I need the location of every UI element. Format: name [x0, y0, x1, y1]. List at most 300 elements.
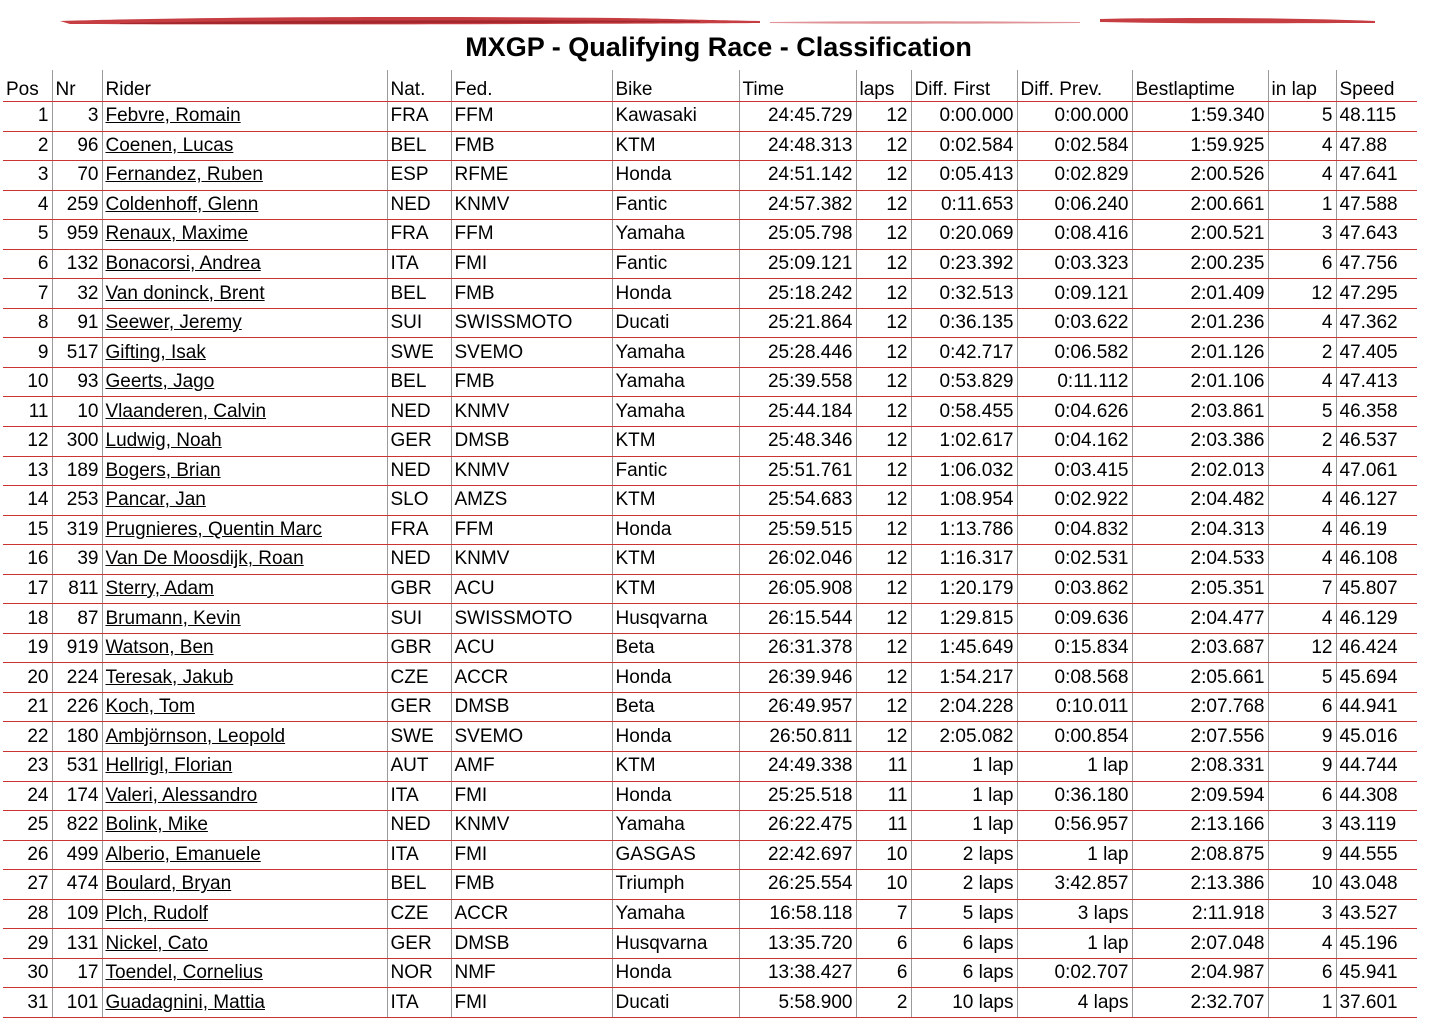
cell-laps: 10 — [856, 840, 911, 870]
cell-bike: Honda — [612, 781, 739, 811]
cell-diff-first: 1:54.217 — [911, 663, 1017, 693]
cell-diff-prev: 0:00.000 — [1017, 102, 1132, 132]
cell-time: 24:45.729 — [739, 102, 856, 132]
cell-laps: 12 — [856, 308, 911, 338]
cell-in-lap: 12 — [1268, 633, 1336, 663]
cell-in-lap: 1 — [1268, 190, 1336, 220]
cell-diff-first: 1:06.032 — [911, 456, 1017, 486]
cell-nr: 253 — [52, 486, 102, 516]
column-header-diff-prev: Diff. Prev. — [1017, 70, 1132, 102]
cell-rider — [102, 397, 387, 427]
cell-fed: FFM — [451, 102, 612, 132]
cell-diff-prev: 0:10.011 — [1017, 692, 1132, 722]
cell-diff-first: 2:04.228 — [911, 692, 1017, 722]
table-row — [3, 161, 1417, 191]
cell-nr: 10 — [52, 397, 102, 427]
cell-time: 26:39.946 — [739, 663, 856, 693]
cell-bestlaptime: 2:13.166 — [1132, 811, 1268, 841]
cell-diff-prev: 1 lap — [1017, 929, 1132, 959]
cell-nr: 919 — [52, 633, 102, 663]
cell-time: 25:39.558 — [739, 367, 856, 397]
cell-diff-first: 1:20.179 — [911, 574, 1017, 604]
cell-diff-prev: 0:04.832 — [1017, 515, 1132, 545]
cell-time: 25:48.346 — [739, 427, 856, 457]
cell-speed: 45.016 — [1336, 722, 1417, 752]
cell-pos: 18 — [3, 604, 52, 634]
table-row — [3, 574, 1417, 604]
cell-fed: FMB — [451, 367, 612, 397]
cell-pos: 3 — [3, 161, 52, 191]
rider-link[interactable]: Valeri, Alessandro — [105, 784, 258, 806]
cell-bike: Fantic — [612, 456, 739, 486]
cell-fed: KNMV — [451, 811, 612, 841]
cell-nat: NOR — [387, 958, 451, 988]
cell-diff-prev: 0:09.121 — [1017, 279, 1132, 309]
cell-nat: GER — [387, 692, 451, 722]
cell-rider — [102, 574, 387, 604]
cell-in-lap: 4 — [1268, 929, 1336, 959]
cell-in-lap: 7 — [1268, 574, 1336, 604]
cell-pos: 28 — [3, 899, 52, 929]
cell-laps: 11 — [856, 752, 911, 782]
cell-nr: 93 — [52, 367, 102, 397]
cell-bestlaptime: 2:32.707 — [1132, 988, 1268, 1018]
cell-nat: BEL — [387, 367, 451, 397]
table-row — [3, 545, 1417, 575]
cell-speed: 44.555 — [1336, 840, 1417, 870]
cell-fed: FFM — [451, 515, 612, 545]
cell-in-lap: 1 — [1268, 988, 1336, 1018]
cell-in-lap: 3 — [1268, 220, 1336, 250]
cell-time: 24:57.382 — [739, 190, 856, 220]
cell-in-lap: 4 — [1268, 545, 1336, 575]
cell-fed: ACCR — [451, 899, 612, 929]
cell-time: 25:05.798 — [739, 220, 856, 250]
cell-rider — [102, 190, 387, 220]
cell-fed: KNMV — [451, 456, 612, 486]
rider-link[interactable]: Coldenhoff, Glenn — [105, 193, 259, 215]
page-title: MXGP - Qualifying Race - Classification — [465, 32, 972, 62]
table-body — [3, 102, 1417, 1018]
cell-bike: Ducati — [612, 988, 739, 1018]
cell-bestlaptime: 2:00.661 — [1132, 190, 1268, 220]
cell-speed: 47.061 — [1336, 456, 1417, 486]
cell-nat: GBR — [387, 574, 451, 604]
cell-diff-first: 0:20.069 — [911, 220, 1017, 250]
table-row — [3, 486, 1417, 516]
cell-time: 25:54.683 — [739, 486, 856, 516]
cell-nat: BEL — [387, 279, 451, 309]
cell-fed: FMB — [451, 131, 612, 161]
cell-pos: 19 — [3, 633, 52, 663]
cell-rider — [102, 663, 387, 693]
cell-diff-prev: 0:06.582 — [1017, 338, 1132, 368]
cell-bike: Husqvarna — [612, 929, 739, 959]
cell-fed: FMB — [451, 279, 612, 309]
table-row — [3, 456, 1417, 486]
cell-diff-first: 0:58.455 — [911, 397, 1017, 427]
cell-nr: 822 — [52, 811, 102, 841]
cell-speed: 46.537 — [1336, 427, 1417, 457]
rider-link[interactable]: Ludwig, Noah — [105, 430, 222, 452]
cell-diff-prev: 0:08.568 — [1017, 663, 1132, 693]
cell-diff-prev: 1 lap — [1017, 840, 1132, 870]
cell-in-lap: 4 — [1268, 456, 1336, 486]
rider-link[interactable]: Bolink, Mike — [105, 814, 208, 836]
cell-nr: 259 — [52, 190, 102, 220]
cell-laps: 12 — [856, 515, 911, 545]
cell-diff-prev: 0:15.834 — [1017, 633, 1132, 663]
table-row — [3, 752, 1417, 782]
cell-laps: 7 — [856, 899, 911, 929]
cell-diff-first: 1:02.617 — [911, 427, 1017, 457]
cell-time: 24:48.313 — [739, 131, 856, 161]
cell-rider — [102, 308, 387, 338]
cell-nr: 91 — [52, 308, 102, 338]
cell-bestlaptime: 2:03.687 — [1132, 633, 1268, 663]
cell-pos: 21 — [3, 692, 52, 722]
cell-diff-prev: 1 lap — [1017, 752, 1132, 782]
cell-bike: Honda — [612, 958, 739, 988]
cell-fed: ACCR — [451, 663, 612, 693]
cell-nat: NED — [387, 811, 451, 841]
cell-speed: 37.601 — [1336, 988, 1417, 1018]
cell-nat: ITA — [387, 781, 451, 811]
cell-diff-first: 0:05.413 — [911, 161, 1017, 191]
cell-time: 26:50.811 — [739, 722, 856, 752]
cell-diff-first: 0:53.829 — [911, 367, 1017, 397]
cell-diff-first: 1 lap — [911, 781, 1017, 811]
rider-link[interactable]: Renaux, Maxime — [105, 223, 249, 245]
table-row — [3, 367, 1417, 397]
cell-fed: FMI — [451, 840, 612, 870]
cell-nat: SUI — [387, 308, 451, 338]
rider-link[interactable]: Febvre, Romain — [105, 105, 241, 127]
cell-bike: Yamaha — [612, 220, 739, 250]
cell-time: 26:15.544 — [739, 604, 856, 634]
cell-diff-first: 1:08.954 — [911, 486, 1017, 516]
cell-rider — [102, 515, 387, 545]
cell-in-lap: 3 — [1268, 811, 1336, 841]
cell-rider — [102, 811, 387, 841]
table-row — [3, 397, 1417, 427]
rider-link[interactable]: Alberio, Emanuele — [105, 843, 261, 865]
cell-bike: KTM — [612, 545, 739, 575]
cell-nr: 517 — [52, 338, 102, 368]
cell-diff-prev: 0:02.531 — [1017, 545, 1132, 575]
cell-fed: FFM — [451, 220, 612, 250]
rider-link[interactable]: Toendel, Cornelius — [105, 962, 263, 984]
rider-link[interactable]: Vlaanderen, Calvin — [105, 400, 267, 422]
cell-rider — [102, 692, 387, 722]
cell-nr: 132 — [52, 249, 102, 279]
cell-rider — [102, 131, 387, 161]
cell-bike: Yamaha — [612, 367, 739, 397]
column-header-nr: Nr — [52, 70, 102, 102]
table-row — [3, 663, 1417, 693]
cell-bestlaptime: 2:08.331 — [1132, 752, 1268, 782]
cell-diff-first: 1:13.786 — [911, 515, 1017, 545]
rider-link[interactable]: Teresak, Jakub — [105, 666, 234, 688]
cell-time: 26:49.957 — [739, 692, 856, 722]
cell-bestlaptime: 2:04.482 — [1132, 486, 1268, 516]
cell-speed: 46.127 — [1336, 486, 1417, 516]
cell-laps: 12 — [856, 486, 911, 516]
cell-bestlaptime: 2:05.661 — [1132, 663, 1268, 693]
cell-pos: 13 — [3, 456, 52, 486]
cell-speed: 47.641 — [1336, 161, 1417, 191]
cell-speed: 47.413 — [1336, 367, 1417, 397]
cell-laps: 12 — [856, 190, 911, 220]
cell-rider — [102, 279, 387, 309]
cell-fed: FMI — [451, 781, 612, 811]
rider-link[interactable]: Bogers, Brian — [105, 459, 221, 481]
cell-nr: 811 — [52, 574, 102, 604]
cell-pos: 24 — [3, 781, 52, 811]
cell-laps: 11 — [856, 781, 911, 811]
cell-speed: 47.295 — [1336, 279, 1417, 309]
cell-rider — [102, 161, 387, 191]
cell-speed: 45.196 — [1336, 929, 1417, 959]
cell-bike: Husqvarna — [612, 604, 739, 634]
cell-time: 26:25.554 — [739, 870, 856, 900]
cell-bestlaptime: 2:07.048 — [1132, 929, 1268, 959]
cell-pos: 29 — [3, 929, 52, 959]
cell-nr: 189 — [52, 456, 102, 486]
rider-link[interactable]: Coenen, Lucas — [105, 134, 234, 156]
rider-link[interactable]: Geerts, Jago — [105, 371, 215, 393]
cell-bike: Triumph — [612, 870, 739, 900]
cell-time: 13:38.427 — [739, 958, 856, 988]
cell-nat: CZE — [387, 663, 451, 693]
cell-diff-first: 2 laps — [911, 870, 1017, 900]
cell-diff-prev: 0:08.416 — [1017, 220, 1132, 250]
cell-diff-prev: 0:03.323 — [1017, 249, 1132, 279]
cell-speed: 47.88 — [1336, 131, 1417, 161]
cell-fed: ACU — [451, 633, 612, 663]
cell-fed: AMZS — [451, 486, 612, 516]
cell-rider — [102, 781, 387, 811]
cell-bike: Yamaha — [612, 397, 739, 427]
cell-bestlaptime: 2:00.521 — [1132, 220, 1268, 250]
cell-speed: 44.941 — [1336, 692, 1417, 722]
cell-bike: Yamaha — [612, 338, 739, 368]
rider-link[interactable]: Sterry, Adam — [105, 578, 214, 600]
rider-link[interactable]: Van De Moosdijk, Roan — [105, 548, 304, 570]
cell-diff-first: 0:11.653 — [911, 190, 1017, 220]
rider-link[interactable]: Seewer, Jeremy — [105, 312, 242, 334]
cell-nat: FRA — [387, 220, 451, 250]
cell-nr: 180 — [52, 722, 102, 752]
cell-laps: 12 — [856, 102, 911, 132]
cell-time: 25:59.515 — [739, 515, 856, 545]
cell-bike: KTM — [612, 486, 739, 516]
rider-link[interactable]: Boulard, Bryan — [105, 873, 232, 895]
cell-in-lap: 4 — [1268, 604, 1336, 634]
cell-rider — [102, 958, 387, 988]
cell-pos: 25 — [3, 811, 52, 841]
cell-bike: Fantic — [612, 249, 739, 279]
cell-diff-first: 6 laps — [911, 958, 1017, 988]
rider-link[interactable]: Prugnieres, Quentin Marc — [105, 518, 322, 540]
cell-in-lap: 2 — [1268, 427, 1336, 457]
rider-link[interactable]: Watson, Ben — [105, 637, 214, 659]
cell-nat: SWE — [387, 338, 451, 368]
cell-laps: 2 — [856, 988, 911, 1018]
cell-bike: Honda — [612, 515, 739, 545]
cell-nr: 96 — [52, 131, 102, 161]
cell-diff-prev: 0:03.622 — [1017, 308, 1132, 338]
table-row — [3, 870, 1417, 900]
cell-laps: 12 — [856, 131, 911, 161]
cell-speed: 46.129 — [1336, 604, 1417, 634]
cell-nat: NED — [387, 456, 451, 486]
cell-diff-prev: 3 laps — [1017, 899, 1132, 929]
cell-nat: CZE — [387, 899, 451, 929]
cell-diff-prev: 0:09.636 — [1017, 604, 1132, 634]
column-header-diff-first: Diff. First — [911, 70, 1017, 102]
cell-speed: 45.807 — [1336, 574, 1417, 604]
cell-bestlaptime: 2:04.477 — [1132, 604, 1268, 634]
cell-nr: 224 — [52, 663, 102, 693]
cell-bestlaptime: 2:01.409 — [1132, 279, 1268, 309]
cell-in-lap: 4 — [1268, 486, 1336, 516]
cell-nat: FRA — [387, 515, 451, 545]
cell-rider — [102, 456, 387, 486]
cell-time: 26:05.908 — [739, 574, 856, 604]
cell-diff-first: 6 laps — [911, 929, 1017, 959]
cell-bestlaptime: 2:04.533 — [1132, 545, 1268, 575]
column-header-bestlaptime: Bestlaptime — [1132, 70, 1268, 102]
table-row — [3, 722, 1417, 752]
cell-laps: 11 — [856, 811, 911, 841]
cell-diff-first: 2 laps — [911, 840, 1017, 870]
cell-bike: Honda — [612, 722, 739, 752]
table-header-row — [3, 70, 1417, 102]
rider-link[interactable]: Nickel, Cato — [105, 932, 208, 954]
cell-bike: Kawasaki — [612, 102, 739, 132]
cell-speed: 46.19 — [1336, 515, 1417, 545]
cell-pos: 4 — [3, 190, 52, 220]
cell-rider — [102, 988, 387, 1018]
rider-link[interactable]: Van doninck, Brent — [105, 282, 265, 304]
cell-fed: SWISSMOTO — [451, 308, 612, 338]
cell-nr: 319 — [52, 515, 102, 545]
table-row — [3, 190, 1417, 220]
cell-laps: 12 — [856, 220, 911, 250]
rider-link[interactable]: Pancar, Jan — [105, 489, 206, 511]
cell-laps: 12 — [856, 279, 911, 309]
cell-nat: AUT — [387, 752, 451, 782]
cell-time: 24:51.142 — [739, 161, 856, 191]
cell-diff-prev: 0:03.862 — [1017, 574, 1132, 604]
cell-bike: Yamaha — [612, 811, 739, 841]
cell-speed: 46.358 — [1336, 397, 1417, 427]
cell-bestlaptime: 2:03.861 — [1132, 397, 1268, 427]
cell-fed: FMB — [451, 870, 612, 900]
cell-diff-prev: 4 laps — [1017, 988, 1132, 1018]
cell-time: 13:35.720 — [739, 929, 856, 959]
cell-nr: 131 — [52, 929, 102, 959]
cell-nr: 474 — [52, 870, 102, 900]
rider-link[interactable]: Ambjörnson, Leopold — [105, 725, 286, 747]
cell-nr: 959 — [52, 220, 102, 250]
cell-nr: 174 — [52, 781, 102, 811]
cell-rider — [102, 220, 387, 250]
cell-bestlaptime: 2:01.236 — [1132, 308, 1268, 338]
cell-fed: SVEMO — [451, 338, 612, 368]
cell-pos: 15 — [3, 515, 52, 545]
cell-diff-first: 1:45.649 — [911, 633, 1017, 663]
rider-link[interactable]: Brumann, Kevin — [105, 607, 241, 629]
cell-diff-prev: 0:06.240 — [1017, 190, 1132, 220]
rider-link[interactable]: Hellrigl, Florian — [105, 755, 233, 777]
table-row — [3, 899, 1417, 929]
cell-time: 5:58.900 — [739, 988, 856, 1018]
cell-diff-first: 0:00.000 — [911, 102, 1017, 132]
table-row — [3, 840, 1417, 870]
cell-laps: 6 — [856, 958, 911, 988]
cell-bike: Beta — [612, 692, 739, 722]
cell-diff-first: 0:02.584 — [911, 131, 1017, 161]
cell-bestlaptime: 2:08.875 — [1132, 840, 1268, 870]
cell-speed: 43.527 — [1336, 899, 1417, 929]
cell-in-lap: 6 — [1268, 249, 1336, 279]
cell-nat: SWE — [387, 722, 451, 752]
cell-pos: 9 — [3, 338, 52, 368]
cell-nr: 70 — [52, 161, 102, 191]
cell-bike: GASGAS — [612, 840, 739, 870]
cell-bestlaptime: 1:59.925 — [1132, 131, 1268, 161]
cell-bestlaptime: 2:13.386 — [1132, 870, 1268, 900]
cell-in-lap: 4 — [1268, 515, 1336, 545]
rider-link[interactable]: Bonacorsi, Andrea — [105, 253, 261, 274]
cell-nat: GER — [387, 427, 451, 457]
cell-bike: KTM — [612, 427, 739, 457]
cell-in-lap: 4 — [1268, 367, 1336, 397]
table-row — [3, 633, 1417, 663]
cell-diff-prev: 0:02.707 — [1017, 958, 1132, 988]
cell-fed: ACU — [451, 574, 612, 604]
cell-time: 16:58.118 — [739, 899, 856, 929]
cell-nr: 39 — [52, 545, 102, 575]
cell-bestlaptime: 2:11.918 — [1132, 899, 1268, 929]
cell-nat: GBR — [387, 633, 451, 663]
cell-laps: 12 — [856, 427, 911, 457]
cell-pos: 23 — [3, 752, 52, 782]
cell-diff-prev: 0:02.584 — [1017, 131, 1132, 161]
rider-link[interactable]: Koch, Tom — [105, 696, 195, 718]
cell-speed: 47.362 — [1336, 308, 1417, 338]
rider-link[interactable]: Plch, Rudolf — [105, 903, 208, 925]
cell-pos: 26 — [3, 840, 52, 870]
cell-in-lap: 5 — [1268, 102, 1336, 132]
column-header-fed: Fed. — [451, 70, 612, 102]
rider-link[interactable]: Gifting, Isak — [105, 341, 206, 363]
cell-diff-first: 1:16.317 — [911, 545, 1017, 575]
cell-nr: 17 — [52, 958, 102, 988]
cell-bike: KTM — [612, 752, 739, 782]
cell-nat: SLO — [387, 486, 451, 516]
cell-rider — [102, 545, 387, 575]
cell-nat: ESP — [387, 161, 451, 191]
rider-link[interactable]: Guadagnini, Mattia — [105, 991, 265, 1013]
rider-link[interactable]: Fernandez, Ruben — [105, 164, 263, 186]
cell-diff-prev: 0:11.112 — [1017, 367, 1132, 397]
cell-speed: 47.756 — [1336, 249, 1417, 279]
table-row — [3, 604, 1417, 634]
cell-diff-first: 0:42.717 — [911, 338, 1017, 368]
